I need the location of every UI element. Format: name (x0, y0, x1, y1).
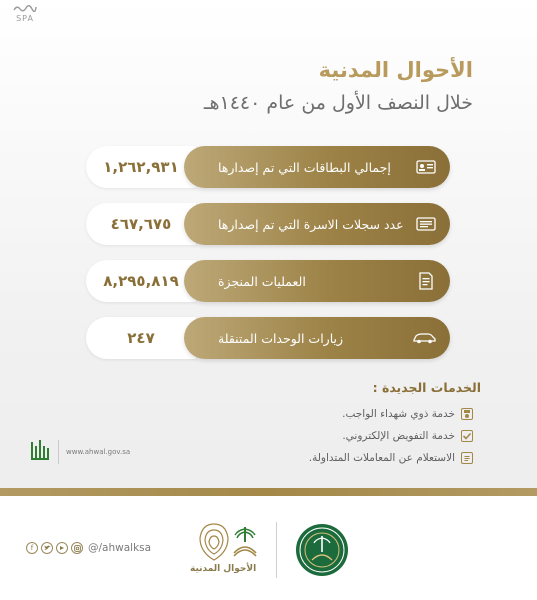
page-subtitle: خلال النصف الأول من عام ١٤٤٠هـ (203, 92, 473, 114)
stat-value: ٤٦٧,٦٧٥ (86, 203, 196, 245)
stat-label: عدد سجلات الاسرة التي تم إصدارها (218, 216, 404, 232)
spa-logo (10, 4, 40, 23)
stat-row-operations (86, 260, 450, 302)
services-title: الخدمات الجديدة : (372, 380, 481, 395)
service-item (342, 428, 473, 444)
stat-pill (184, 260, 450, 302)
id-card-icon (416, 160, 436, 174)
service-label: خدمة ذوي شهداء الواجب. (342, 408, 455, 420)
doc-icon (461, 452, 473, 464)
stat-row-mobile-units (86, 317, 450, 359)
stat-row-family-records (86, 203, 450, 245)
ahwal-logo-mark (30, 438, 50, 466)
instagram-icon[interactable] (71, 542, 83, 554)
spa-logo-mark (10, 4, 40, 14)
stat-label: العمليات المنجزة (218, 273, 306, 289)
car-icon (412, 331, 436, 345)
service-item (309, 450, 473, 466)
medal-icon (461, 408, 473, 420)
stat-label: زيارات الوحدات المتنقلة (218, 330, 344, 346)
social-links (26, 542, 151, 554)
divider (58, 440, 59, 464)
stat-pill (184, 203, 450, 245)
footer-divider (276, 522, 277, 578)
stat-pill (184, 317, 450, 359)
stat-value: ٨,٢٩٥,٨١٩ (86, 260, 196, 302)
stat-label: إجمالي البطاقات التي تم إصدارها (218, 159, 391, 175)
footer-gold-band (0, 488, 537, 496)
service-label: الاستعلام عن المعاملات المتداولة. (308, 452, 455, 464)
stat-row-cards (86, 146, 450, 188)
website-link[interactable]: www.ahwal.gov.sa (66, 448, 131, 456)
ministry-of-interior-logo (294, 522, 350, 578)
stat-pill (184, 146, 450, 188)
youtube-icon[interactable] (56, 542, 68, 554)
twitter-icon[interactable] (41, 542, 53, 554)
service-label: خدمة التفويض الإلكتروني. (342, 430, 455, 442)
document-icon (416, 274, 436, 288)
stat-value: ١,٢٦٢,٩٣١ (86, 146, 196, 188)
social-handle[interactable]: @/ahwalksa (88, 542, 152, 554)
service-item (342, 406, 473, 422)
spa-logo-text: SPA (16, 14, 34, 23)
civil-affairs-logo-text: الأحوال المدنية (190, 564, 257, 574)
saudi-emblem-logo (228, 524, 262, 562)
stat-value: ٢٤٧ (86, 317, 196, 359)
facebook-icon[interactable]: f (26, 542, 38, 554)
page-title: الأحوال المدنية (318, 58, 473, 82)
check-icon (461, 430, 473, 442)
family-record-icon (416, 217, 436, 231)
